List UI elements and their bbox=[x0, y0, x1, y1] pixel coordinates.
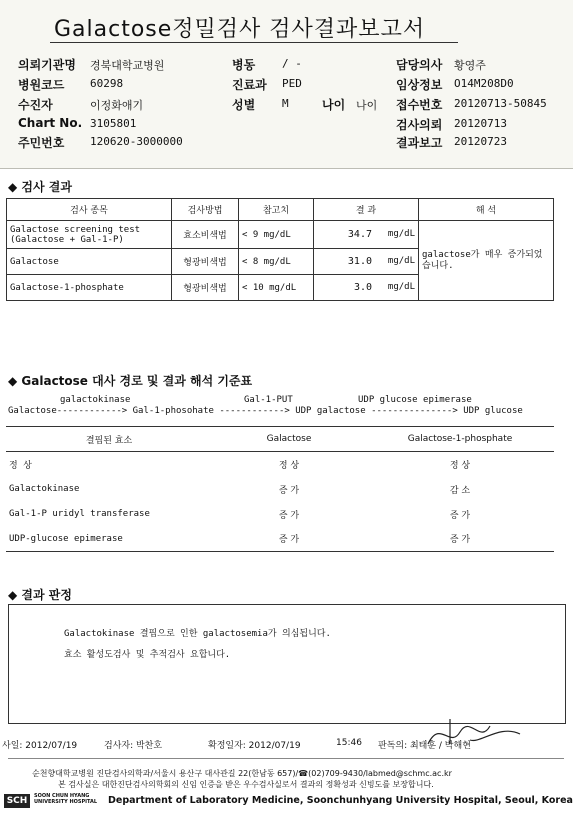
results-table bbox=[6, 198, 554, 301]
results-row-item: Galactose screening test (Galactose + Gal-1-P) bbox=[7, 221, 172, 249]
pathway-chain bbox=[8, 406, 523, 416]
hospital-logo: SCH bbox=[4, 794, 30, 808]
results-col-result: 결 과 bbox=[314, 199, 419, 221]
field-label-report-date: 결과보고 bbox=[396, 136, 443, 150]
results-row-result bbox=[314, 221, 419, 249]
pathway-row-galactose: 증 가 bbox=[278, 485, 300, 496]
field-value-report-date: 20120723 bbox=[454, 135, 507, 148]
signoff-time: 15:46 bbox=[336, 738, 362, 748]
field-value-age: 나이 bbox=[356, 99, 378, 112]
pathway-row-galactose: 증 가 bbox=[278, 510, 300, 521]
logo-line-2: UNIVERSITY HOSPITAL bbox=[34, 799, 98, 805]
results-row-ref: < 10 mg/dL bbox=[239, 275, 314, 301]
result-unit: mg/dL bbox=[387, 229, 415, 239]
results-col-method: 검사방법 bbox=[172, 199, 239, 221]
field-label-ward: 병동 bbox=[232, 58, 256, 72]
title-underline bbox=[50, 42, 458, 43]
pathway-step-galactose: Galactose bbox=[8, 406, 57, 416]
field-label-doctor: 담당의사 bbox=[396, 58, 443, 72]
pathway-enzyme-galactokinase: galactokinase bbox=[60, 395, 131, 405]
pathway-step-udp-glucose: UDP glucose bbox=[463, 406, 523, 416]
pathway-row-gal1p: 증 가 bbox=[366, 527, 554, 552]
pathway-row-gal1p: 정 상 bbox=[449, 460, 471, 471]
field-label-request-date: 검사의뢰 bbox=[396, 118, 443, 132]
pathway-row-enzyme: 정 상 bbox=[9, 460, 32, 471]
results-row-item: Galactose-1-phosphate bbox=[7, 275, 172, 301]
result-value: 34.7 bbox=[347, 229, 372, 240]
pathway-col-galactose: Galactose bbox=[212, 427, 366, 452]
field-value-receipt-no: 20120713-50845 bbox=[454, 97, 547, 110]
result-value: 3.0 bbox=[353, 282, 372, 293]
field-value-clinical-info: O14M208D0 bbox=[454, 77, 514, 90]
footer-certification: 본 검사실은 대한진단검사의학회의 신임 인증을 받은 우수검사실로서 결과의 정확성과 신빙도를 보장합니다. bbox=[58, 780, 434, 789]
results-row-method: 효소비색법 bbox=[172, 221, 239, 249]
field-label-chart-no: Chart No. bbox=[18, 116, 83, 130]
results-row-method: 형광비색법 bbox=[172, 249, 239, 275]
judgement-line-2: 효소 활성도검사 및 추적검사 요합니다. bbox=[64, 650, 231, 660]
field-label-receipt-no: 접수번호 bbox=[396, 98, 443, 112]
field-label-institution: 의뢰기관명 bbox=[18, 58, 76, 72]
signature-image bbox=[420, 714, 530, 754]
field-value-resident-no: 120620-3000000 bbox=[90, 135, 183, 148]
field-value-ward: / - bbox=[282, 57, 302, 70]
field-label-clinical-info: 임상정보 bbox=[396, 78, 443, 92]
field-label-sex: 성별 bbox=[232, 98, 256, 112]
logo-line-1: SOON CHUN HYANG bbox=[34, 793, 90, 799]
pathway-enzyme-gal1put: Gal-1-PUT bbox=[244, 395, 293, 405]
pathway-arrow: ------------> bbox=[56, 406, 133, 416]
report-title: Galactose정밀검사 검사결과보고서 bbox=[54, 17, 426, 42]
field-value-hospital-code: 60298 bbox=[90, 77, 124, 90]
pathway-row-galactose: 증 가 bbox=[212, 527, 366, 552]
results-col-ref: 참고치 bbox=[239, 199, 314, 221]
field-value-department: PED bbox=[282, 77, 302, 90]
judgement-section-title: ◆ 결과 판정 bbox=[8, 588, 72, 602]
results-row-result bbox=[314, 249, 419, 275]
footer-rule bbox=[8, 758, 564, 759]
signoff-reader: 판독의: 최태훈 / 박해현 bbox=[378, 741, 471, 751]
field-label-age: 나이 bbox=[322, 98, 346, 112]
pathway-arrow: ------------> bbox=[213, 406, 296, 416]
results-row-method: 형광비색법 bbox=[172, 275, 239, 301]
pathway-step-gal1p: Gal-1-phosohate bbox=[132, 406, 214, 416]
pathway-row-galactose: 정 상 bbox=[278, 460, 300, 471]
pathway-row-gal1p: 증 가 bbox=[449, 510, 471, 521]
pathway-arrow: ---------------> bbox=[365, 406, 464, 416]
footer-department: Department of Laboratory Medicine, Soonchunhyang University Hospital, Seoul, Korea bbox=[108, 795, 573, 806]
field-value-sex: M bbox=[282, 97, 289, 110]
results-interpretation: galactose가 매우 증가되었습니다. bbox=[419, 221, 554, 301]
pathway-col-enzyme: 결핍된 효소 bbox=[6, 427, 212, 452]
signoff-confirm-date: 확정일자: 2012/07/19 bbox=[208, 741, 301, 751]
field-value-patient: 이정화애기 bbox=[90, 99, 144, 112]
judgement-box bbox=[8, 604, 566, 724]
result-value: 31.0 bbox=[347, 256, 372, 267]
hospital-logo-text bbox=[34, 793, 97, 805]
results-row-item: Galactose bbox=[7, 249, 172, 275]
result-unit: mg/dL bbox=[387, 282, 415, 292]
pathway-step-udp-galactose: UDP galactose bbox=[295, 406, 366, 416]
result-unit: mg/dL bbox=[387, 256, 415, 266]
pathway-row-enzyme: UDP-glucose epimerase bbox=[6, 527, 212, 552]
field-value-doctor: 황영주 bbox=[454, 59, 486, 72]
field-label-hospital-code: 병원코드 bbox=[18, 78, 65, 92]
field-label-resident-no: 주민번호 bbox=[18, 136, 65, 150]
results-row-result bbox=[314, 275, 419, 301]
pathway-enzyme-epimerase: UDP glucose epimerase bbox=[358, 395, 472, 405]
field-value-chart-no: 3105801 bbox=[90, 117, 137, 130]
signoff-examiner: 검사자: 박찬호 bbox=[104, 741, 163, 751]
judgement-line-1: Galactokinase 결핍으로 인한 galactosemia가 의심됩니다. bbox=[64, 629, 331, 639]
results-col-interpretation: 해 석 bbox=[419, 199, 554, 221]
signoff-exam-date: 사일: 2012/07/19 bbox=[2, 741, 78, 751]
results-col-item: 검사 종목 bbox=[7, 199, 172, 221]
field-value-institution: 경북대학교병원 bbox=[90, 59, 165, 72]
footer-address: 순천향대학교병원 진단검사의학과/서울시 용산구 대사관길 22(한남동 657)/☎(02)709-9430/labmed@schmc.ac.kr bbox=[32, 769, 452, 778]
pathway-col-gal1p: Galactose-1-phosphate bbox=[366, 427, 554, 452]
field-label-patient: 수진자 bbox=[18, 98, 53, 112]
results-row-ref: < 9 mg/dL bbox=[239, 221, 314, 249]
results-section-title: ◆ 검사 결과 bbox=[8, 180, 72, 194]
pathway-row-enzyme: Galactokinase bbox=[9, 484, 80, 494]
pathway-table bbox=[6, 426, 554, 552]
field-value-request-date: 20120713 bbox=[454, 117, 507, 130]
pathway-row-enzyme: Gal-1-P uridyl transferase bbox=[9, 509, 150, 519]
field-label-department: 진료과 bbox=[232, 78, 267, 92]
results-row-ref: < 8 mg/dL bbox=[239, 249, 314, 275]
pathway-section-title: ◆ Galactose 대사 경로 및 결과 해석 기준표 bbox=[8, 374, 253, 388]
pathway-row-gal1p: 감 소 bbox=[449, 485, 471, 496]
